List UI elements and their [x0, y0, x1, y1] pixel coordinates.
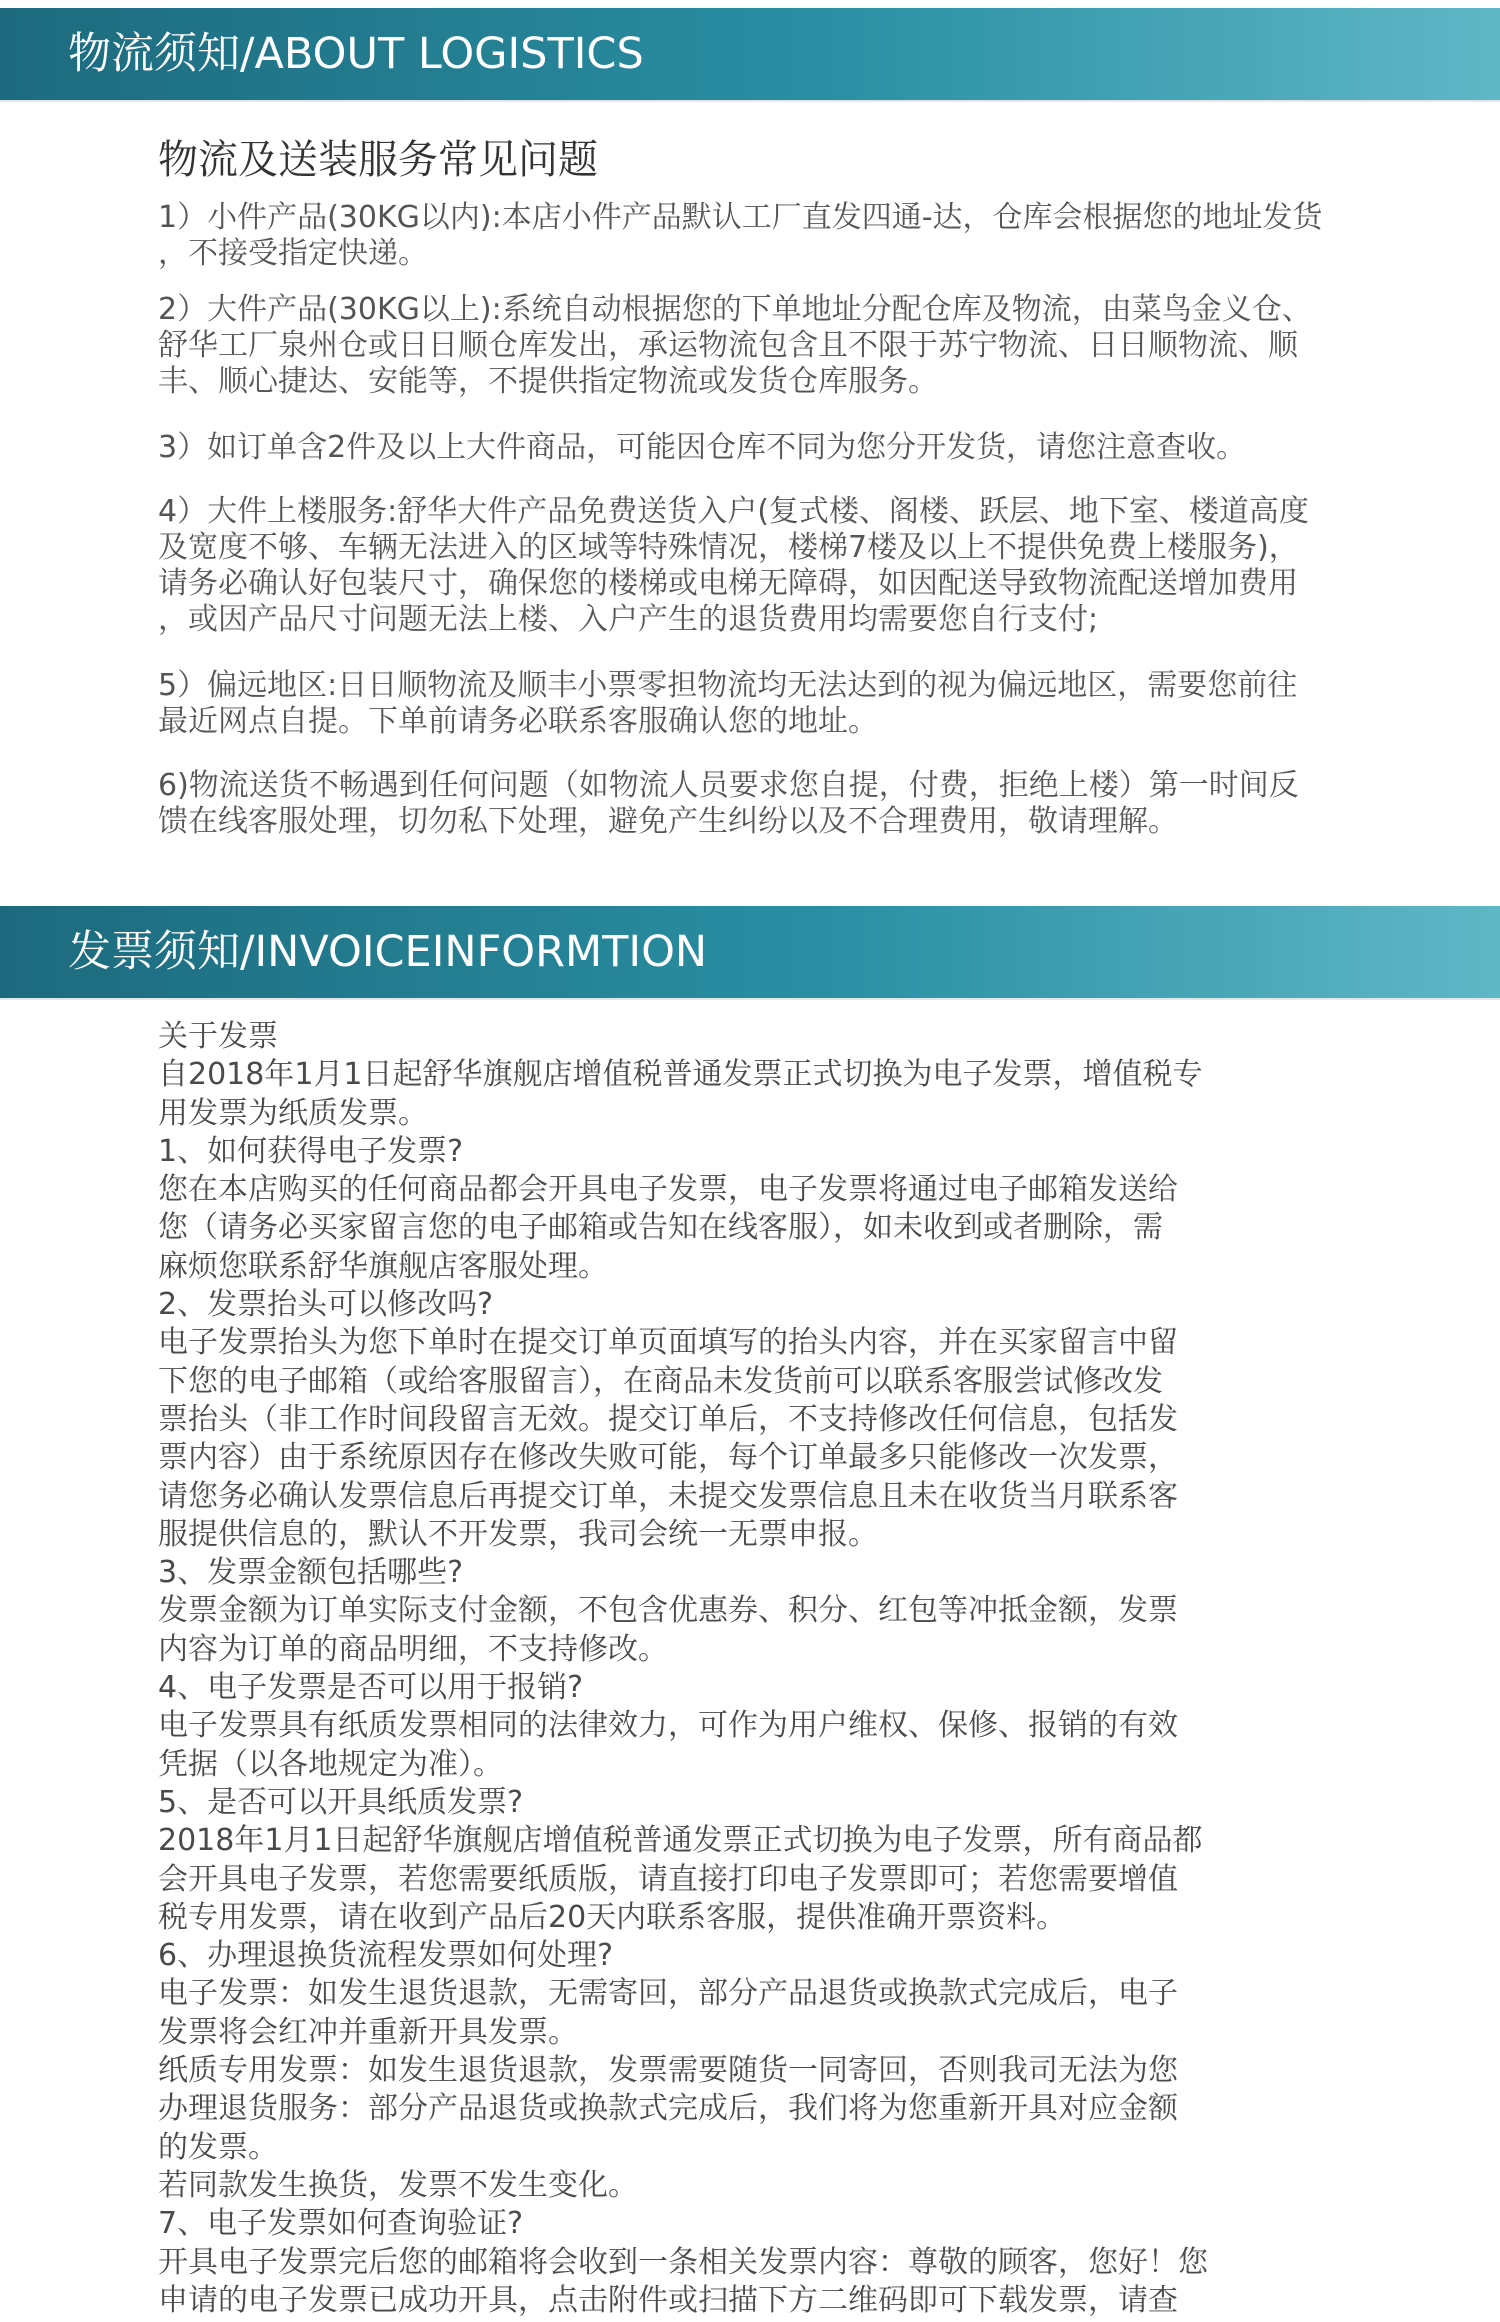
invoice-line: 若同款发生换货，发票不发生变化。: [158, 2167, 638, 2203]
logistics-item-1-line-1: 1）小件产品(30KG以内):本店小件产品默认工厂直发四通-达，仓库会根据您的地址发货: [158, 200, 1323, 235]
invoice-line: 您在本店购买的任何商品都会开具电子发票，电子发票将通过电子邮箱发送给: [158, 1172, 1178, 1208]
invoice-line: 2018年1月1日起舒华旗舰店增值税普通发票正式切换为电子发票，所有商品都: [158, 1823, 1203, 1859]
invoice-line: 请您务必确认发票信息后再提交订单，未提交发票信息且未在收货当月联系客: [158, 1478, 1178, 1514]
logistics-item-5: [158, 668, 1398, 740]
logistics-item-4: [158, 494, 1398, 638]
logistics-item-2-line-1: 2）大件产品(30KG以上):系统自动根据您的下单地址分配仓库及物流，由菜鸟金义仓、: [158, 292, 1312, 327]
invoice-line: 7、电子发票如何查询验证?: [158, 2206, 524, 2242]
invoice-line: 5、是否可以开具纸质发票?: [158, 1784, 524, 1820]
invoice-line: 申请的电子发票已成功开具，点击附件或扫描下方二维码即可下载发票，请查: [158, 2282, 1178, 2318]
logistics-item-4-line-2: 及宽度不够、车辆无法进入的区域等特殊情况，楼梯7楼及以上不提供免费上楼服务)，: [158, 530, 1299, 565]
logistics-banner-title: 物流须知/ABOUT LOGISTICS: [68, 29, 644, 79]
logistics-item-4-line-1: 4）大件上楼服务:舒华大件产品免费送货入户(复式楼、阁楼、跃层、地下室、楼道高度: [158, 494, 1309, 529]
logistics-item-5-line-1: 5）偏远地区:日日顺物流及顺丰小票零担物流均无法达到的视为偏远地区，需要您前往: [158, 668, 1298, 703]
invoice-line: 发票将会红冲并重新开具发票。: [158, 2014, 578, 2050]
logistics-item-6-line-1: 6)物流送货不畅遇到任何问题（如物流人员要求您自提，付费，拒绝上楼）第一时间反: [158, 768, 1299, 803]
logistics-item-4-line-4: ，或因产品尺寸问题无法上楼、入户产生的退货费用均需要您自行支付;: [158, 602, 1099, 637]
invoice-line: 2、发票抬头可以修改吗?: [158, 1287, 494, 1323]
logistics-item-6-line-2: 馈在线客服处理，切勿私下处理，避免产生纠纷以及不合理费用，敬请理解。: [158, 804, 1178, 839]
invoice-body: [158, 1018, 1358, 2320]
invoice-line: 开具电子发票完后您的邮箱将会收到一条相关发票内容：尊敬的顾客，您好！您: [158, 2244, 1208, 2280]
invoice-line: 电子发票具有纸质发票相同的法律效力，可作为用户维权、保修、报销的有效: [158, 1708, 1178, 1744]
invoice-line: 凭据（以各地规定为准）。: [158, 1746, 503, 1782]
logistics-item-2: [158, 292, 1398, 400]
logistics-item-3-line-1: 3）如订单含2件及以上大件商品，可能因仓库不同为您分开发货，请您注意查收。: [158, 430, 1247, 465]
invoice-line: 4、电子发票是否可以用于报销?: [158, 1670, 584, 1706]
invoice-line: 票内容）由于系统原因存在修改失败可能，每个订单最多只能修改一次发票，: [158, 1440, 1178, 1476]
logistics-item-5-line-2: 最近网点自提。下单前请务必联系客服确认您的地址。: [158, 704, 878, 739]
invoice-banner-title: 发票须知/INVOICEINFORMTION: [68, 927, 708, 977]
invoice-line: 用发票为纸质发票。: [158, 1095, 428, 1131]
invoice-line: 下您的电子邮箱（或给客服留言），在商品未发货前可以联系客服尝试修改发: [158, 1363, 1163, 1399]
invoice-line: 电子发票：如发生退货退款，无需寄回，部分产品退货或换款式完成后，电子: [158, 1976, 1178, 2012]
invoice-line: 税专用发票，请在收到产品后20天内联系客服，提供准确开票资料。: [158, 1899, 1067, 1935]
invoice-line: 纸质专用发票：如发生退货退款，发票需要随货一同寄回，否则我司无法为您: [158, 2053, 1178, 2089]
invoice-line: 服提供信息的，默认不开发票，我司会统一无票申报。: [158, 1516, 878, 1552]
invoice-line: 电子发票抬头为您下单时在提交订单页面填写的抬头内容，并在买家留言中留: [158, 1325, 1178, 1361]
logistics-banner: [0, 8, 1500, 100]
invoice-line: 1、如何获得电子发票?: [158, 1133, 464, 1169]
logistics-item-2-line-2: 舒华工厂泉州仓或日日顺仓库发出，承运物流包含且不限于苏宁物流、日日顺物流、顺: [158, 328, 1298, 363]
invoice-line: 自2018年1月1日起舒华旗舰店增值税普通发票正式切换为电子发票，增值税专: [158, 1057, 1203, 1093]
invoice-line: 您（请务必买家留言您的电子邮箱或告知在线客服），如未收到或者删除，需: [158, 1210, 1163, 1246]
invoice-line: 3、发票金额包括哪些?: [158, 1555, 464, 1591]
invoice-banner: [0, 906, 1500, 998]
logistics-item-6: [158, 768, 1398, 840]
invoice-line: 6、办理退换货流程发票如何处理?: [158, 1938, 614, 1974]
logistics-item-4-line-3: 请务必确认好包装尺寸，确保您的楼梯或电梯无障碍，如因配送导致物流配送增加费用: [158, 566, 1298, 601]
logistics-item-3: [158, 430, 1398, 466]
invoice-line: 内容为订单的商品明细，不支持修改。: [158, 1631, 668, 1667]
logistics-item-2-line-3: 丰、顺心捷达、安能等，不提供指定物流或发货仓库服务。: [158, 364, 938, 399]
invoice-line: 发票金额为订单实际支付金额，不包含优惠券、积分、红包等冲抵金额，发票: [158, 1593, 1178, 1629]
logistics-faq-heading: 物流及送装服务常见问题: [158, 137, 598, 183]
invoice-line: 办理退货服务：部分产品退货或换款式完成后，我们将为您重新开具对应金额: [158, 2091, 1178, 2127]
logistics-item-1: [158, 200, 1398, 272]
logistics-item-1-line-2: ，不接受指定快递。: [158, 236, 428, 271]
invoice-line: 关于发票: [158, 1019, 278, 1054]
invoice-line: 票抬头（非工作时间段留言无效。提交订单后，不支持修改任何信息，包括发: [158, 1401, 1178, 1437]
invoice-line: 会开具电子发票，若您需要纸质版，请直接打印电子发票即可；若您需要增值: [158, 1861, 1178, 1897]
invoice-line: 麻烦您联系舒华旗舰店客服处理。: [158, 1248, 608, 1284]
invoice-line: 的发票。: [158, 2129, 278, 2165]
